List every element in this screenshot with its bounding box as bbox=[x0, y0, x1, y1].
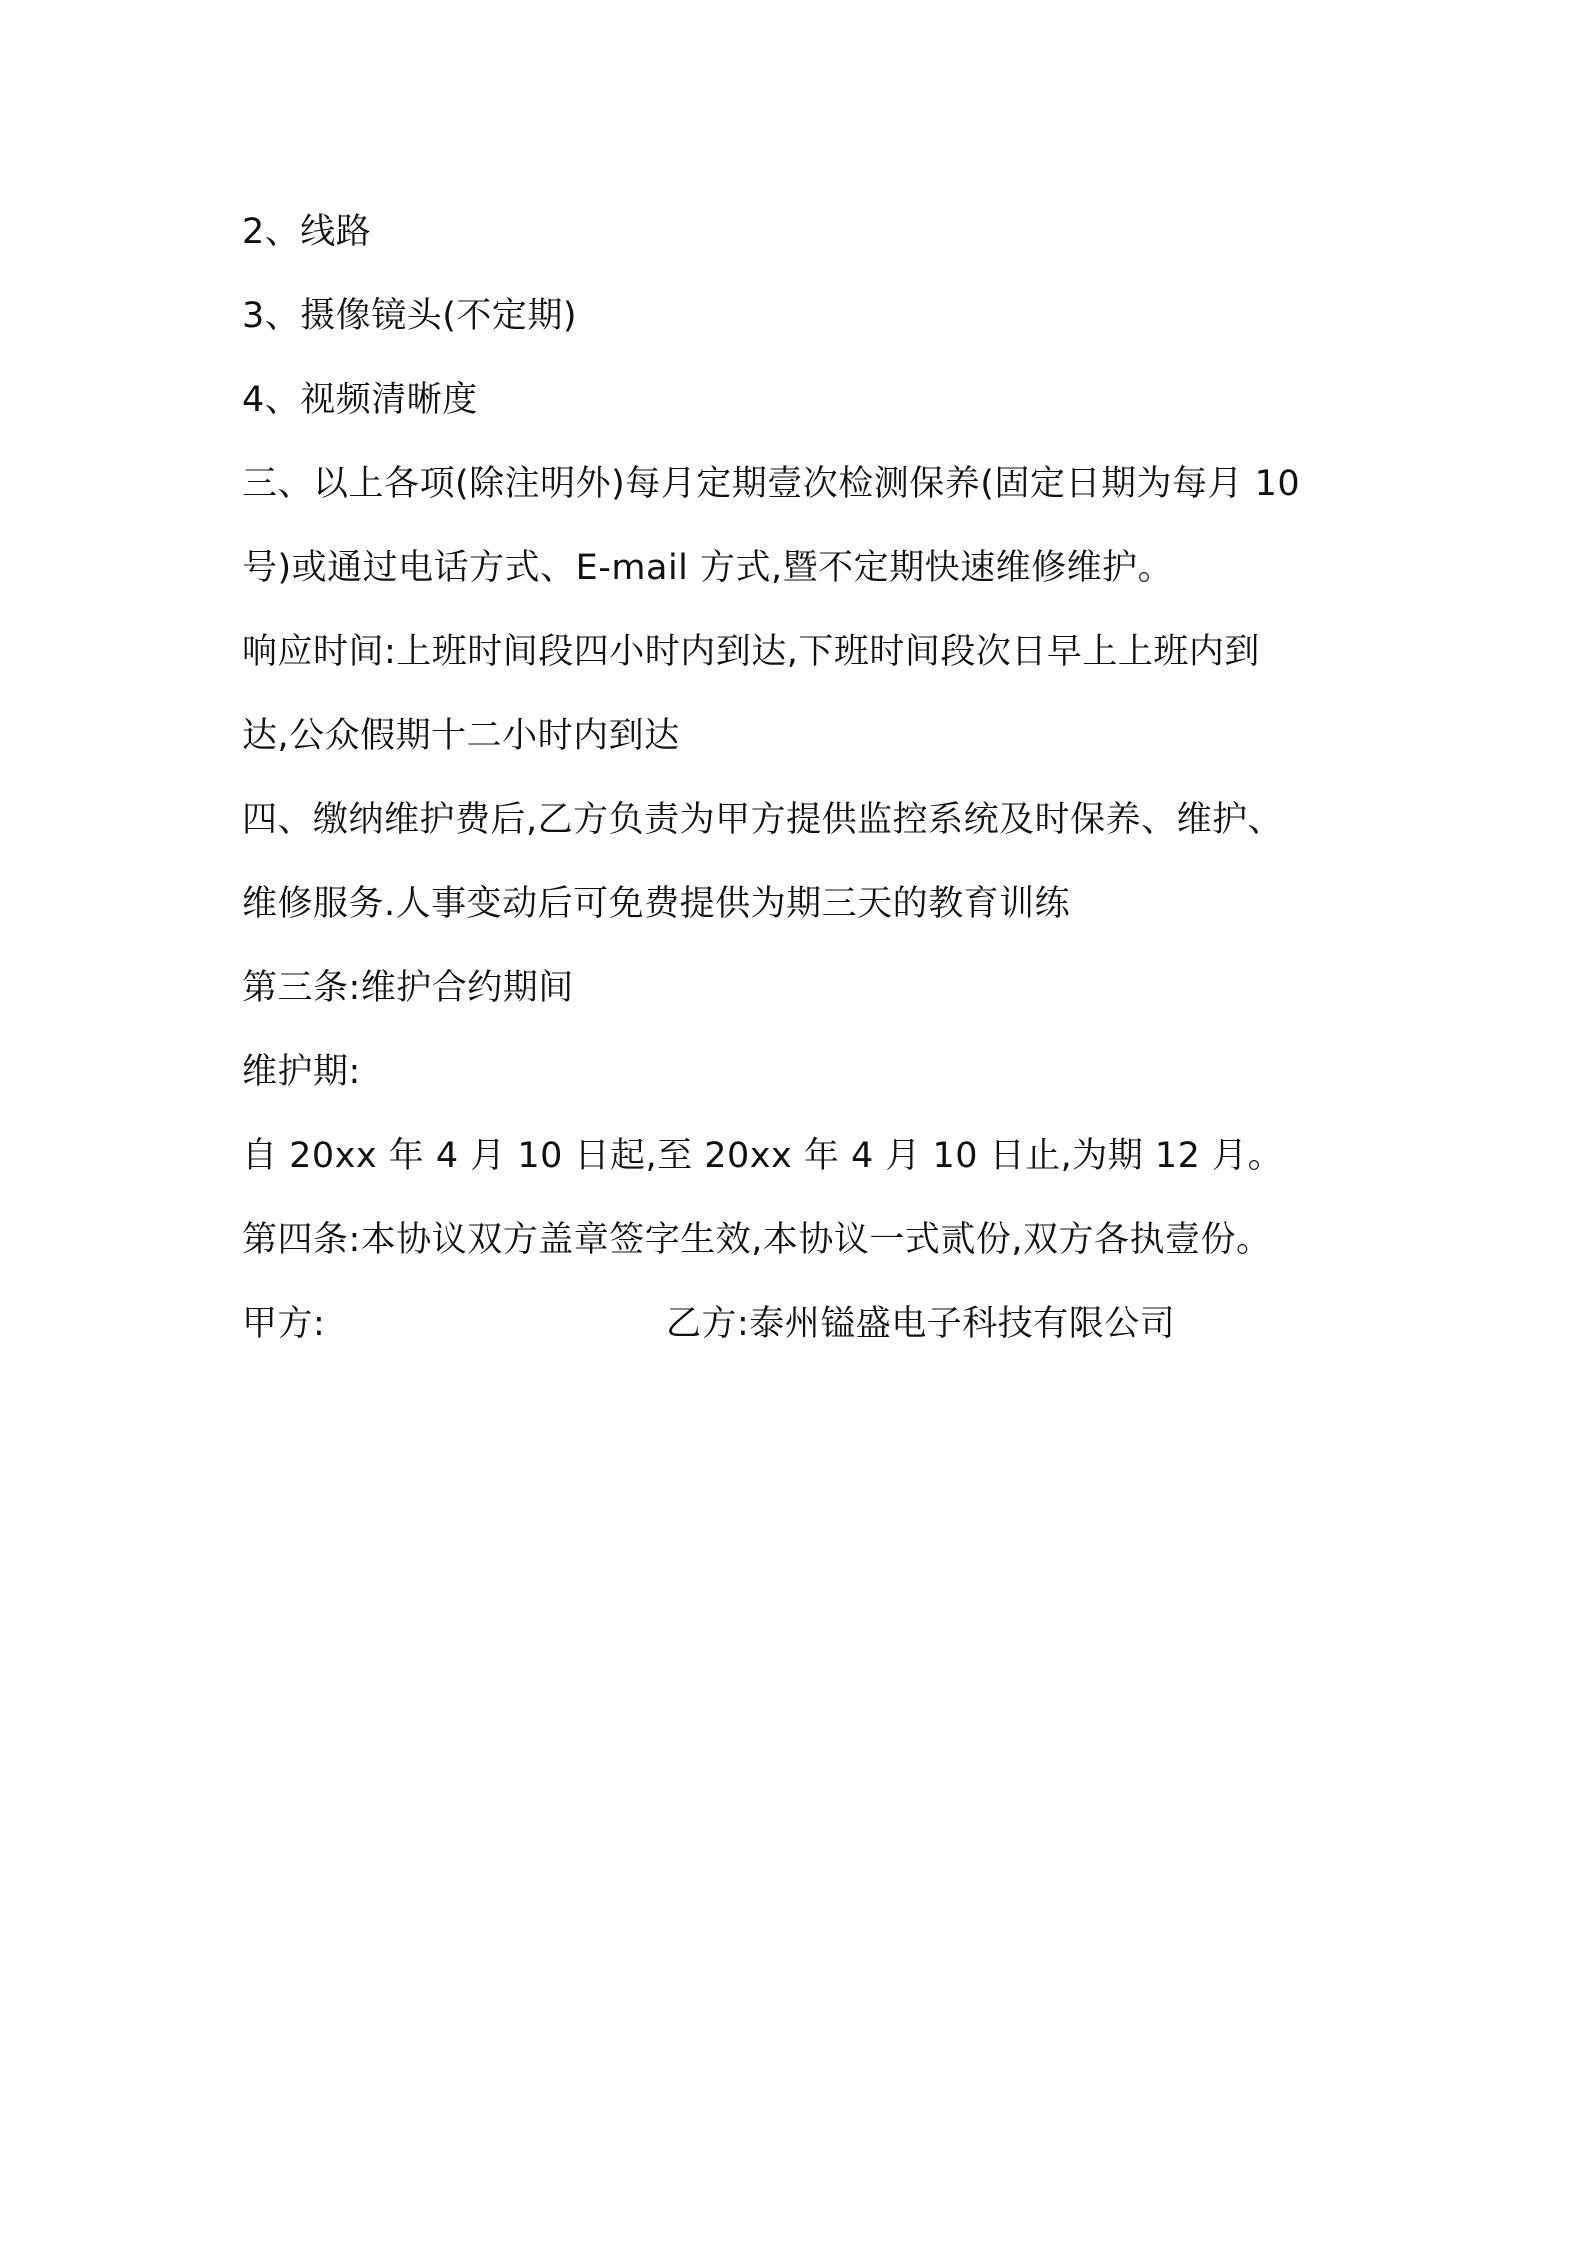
item-video-clarity: 4、视频清晰度 bbox=[242, 380, 478, 420]
clause-four-line-2: 维修服务.人事变动后可免费提供为期三天的教育训练 bbox=[242, 884, 1071, 924]
response-time-line-2: 达,公众假期十二小时内到达 bbox=[242, 716, 680, 756]
signature-row bbox=[242, 1282, 1362, 1366]
clause-four-line-1: 四、缴纳维护费后,乙方负责为甲方提供监控系统及时保养、维护、 bbox=[242, 800, 1284, 840]
maintenance-period-dates: 自 20xx 年 4 月 10 日起,至 20xx 年 4 月 10 日止,为期 12 月。 bbox=[242, 1136, 1284, 1176]
document-body bbox=[242, 190, 1362, 1366]
article-three-heading: 第三条:维护合约期间 bbox=[242, 968, 574, 1008]
item-camera-lens: 3、摄像镜头(不定期) bbox=[242, 296, 578, 336]
party-a-label: 甲方: bbox=[242, 1304, 326, 1344]
response-time-line-1: 响应时间:上班时间段四小时内到达,下班时间段次日早上上班内到 bbox=[242, 632, 1260, 672]
clause-three-line-2: 号)或通过电话方式、E-mail 方式,暨不定期快速维修维护。 bbox=[242, 548, 1174, 588]
clause-three-line-1: 三、以上各项(除注明外)每月定期壹次检测保养(固定日期为每月 10 bbox=[242, 464, 1301, 504]
party-b-label: 乙方:泰州镒盛电子科技有限公司 bbox=[666, 1304, 1176, 1344]
maintenance-period-label: 维护期: bbox=[242, 1052, 361, 1092]
article-four-text: 第四条:本协议双方盖章签字生效,本协议一式贰份,双方各执壹份。 bbox=[242, 1220, 1272, 1260]
item-line-2: 2、线路 bbox=[242, 212, 372, 252]
